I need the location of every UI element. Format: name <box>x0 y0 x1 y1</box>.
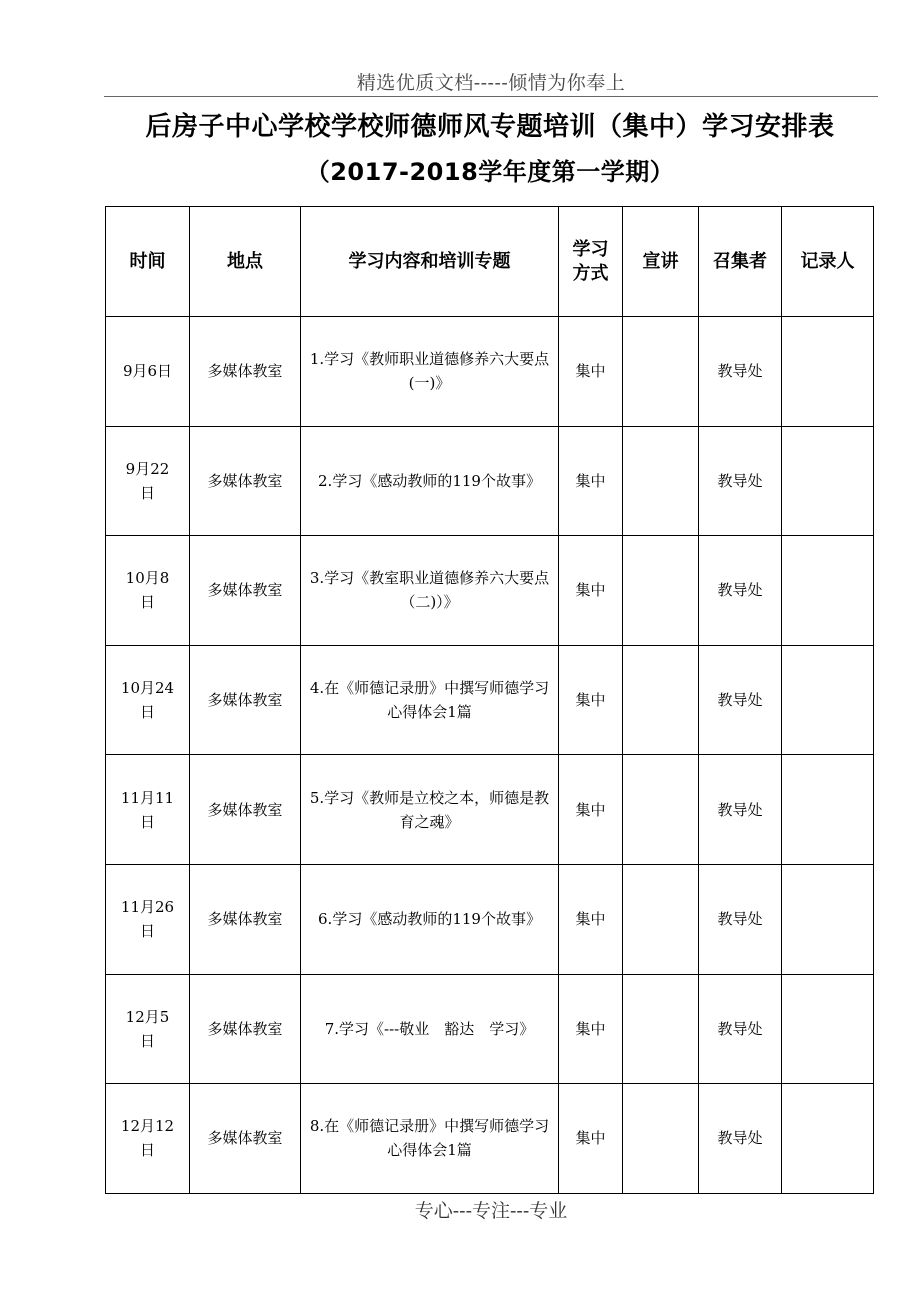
header-divider <box>104 96 878 97</box>
cell-date: 12月5日 <box>106 974 190 1084</box>
cell-recorder <box>782 974 874 1084</box>
table-header-row <box>106 207 874 317</box>
cell-recorder <box>782 536 874 646</box>
cell-place: 多媒体教室 <box>190 426 301 536</box>
cell-mode: 集中 <box>559 755 623 865</box>
document-subtitle: （2017-2018学年度第一学期） <box>305 158 675 186</box>
table-row <box>106 974 874 1084</box>
cell-mode: 集中 <box>559 426 623 536</box>
page-footer-text: 专心---专注---专业 <box>414 1200 568 1222</box>
page-header-text: 精选优质文档-----倾情为你奉上 <box>356 72 626 94</box>
cell-recorder <box>782 864 874 974</box>
table-row <box>106 645 874 755</box>
cell-mode: 集中 <box>559 974 623 1084</box>
cell-recorder <box>782 645 874 755</box>
cell-recorder <box>782 1084 874 1194</box>
cell-date: 11月26日 <box>106 864 190 974</box>
cell-place: 多媒体教室 <box>190 864 301 974</box>
column-header-content: 学习内容和培训专题 <box>301 207 559 317</box>
cell-convener: 教导处 <box>699 1084 782 1194</box>
cell-date: 10月24日 <box>106 645 190 755</box>
cell-content: 2.学习《感动教师的119个故事》 <box>301 426 559 536</box>
cell-mode: 集中 <box>559 536 623 646</box>
cell-content: 1.学习《教师职业道德修养六大要点(一)》 <box>301 317 559 427</box>
table-row <box>106 536 874 646</box>
cell-content: 6.学习《感动教师的119个故事》 <box>301 864 559 974</box>
cell-convener: 教导处 <box>699 426 782 536</box>
cell-place: 多媒体教室 <box>190 317 301 427</box>
cell-place: 多媒体教室 <box>190 1084 301 1194</box>
cell-content: 4.在《师德记录册》中撰写师德学习心得体会1篇 <box>301 645 559 755</box>
cell-convener: 教导处 <box>699 755 782 865</box>
column-header-mode: 学习方式 <box>559 207 623 317</box>
cell-convener: 教导处 <box>699 974 782 1084</box>
cell-content: 7.学习《---敬业 豁达 学习》 <box>301 974 559 1084</box>
cell-place: 多媒体教室 <box>190 974 301 1084</box>
cell-speaker <box>623 864 699 974</box>
cell-date: 9月6日 <box>106 317 190 427</box>
cell-recorder <box>782 317 874 427</box>
cell-date: 9月22日 <box>106 426 190 536</box>
cell-place: 多媒体教室 <box>190 755 301 865</box>
cell-speaker <box>623 317 699 427</box>
column-header-convener: 召集者 <box>699 207 782 317</box>
cell-convener: 教导处 <box>699 317 782 427</box>
cell-convener: 教导处 <box>699 645 782 755</box>
cell-speaker <box>623 1084 699 1194</box>
column-header-time: 时间 <box>106 207 190 317</box>
cell-recorder <box>782 426 874 536</box>
cell-mode: 集中 <box>559 645 623 755</box>
cell-convener: 教导处 <box>699 536 782 646</box>
cell-date: 12月12日 <box>106 1084 190 1194</box>
cell-speaker <box>623 645 699 755</box>
cell-mode: 集中 <box>559 317 623 427</box>
cell-content: 3.学习《教室职业道德修养六大要点（二)）》 <box>301 536 559 646</box>
column-header-recorder: 记录人 <box>782 207 874 317</box>
schedule-table <box>105 206 874 1194</box>
cell-content: 5.学习《教师是立校之本，师德是教育之魂》 <box>301 755 559 865</box>
table-row <box>106 755 874 865</box>
cell-content: 8.在《师德记录册》中撰写师德学习心得体会1篇 <box>301 1084 559 1194</box>
cell-date: 10月8日 <box>106 536 190 646</box>
table-row <box>106 864 874 974</box>
cell-convener: 教导处 <box>699 864 782 974</box>
cell-speaker <box>623 974 699 1084</box>
cell-speaker <box>623 536 699 646</box>
table-row <box>106 426 874 536</box>
cell-mode: 集中 <box>559 1084 623 1194</box>
document-title: 后房子中心学校学校师德师风专题培训（集中）学习安排表 <box>145 112 835 142</box>
cell-speaker <box>623 426 699 536</box>
column-header-speaker: 宣讲 <box>623 207 699 317</box>
column-header-place: 地点 <box>190 207 301 317</box>
cell-speaker <box>623 755 699 865</box>
cell-recorder <box>782 755 874 865</box>
cell-place: 多媒体教室 <box>190 536 301 646</box>
cell-place: 多媒体教室 <box>190 645 301 755</box>
table-row <box>106 317 874 427</box>
cell-mode: 集中 <box>559 864 623 974</box>
cell-date: 11月11日 <box>106 755 190 865</box>
table-row <box>106 1084 874 1194</box>
